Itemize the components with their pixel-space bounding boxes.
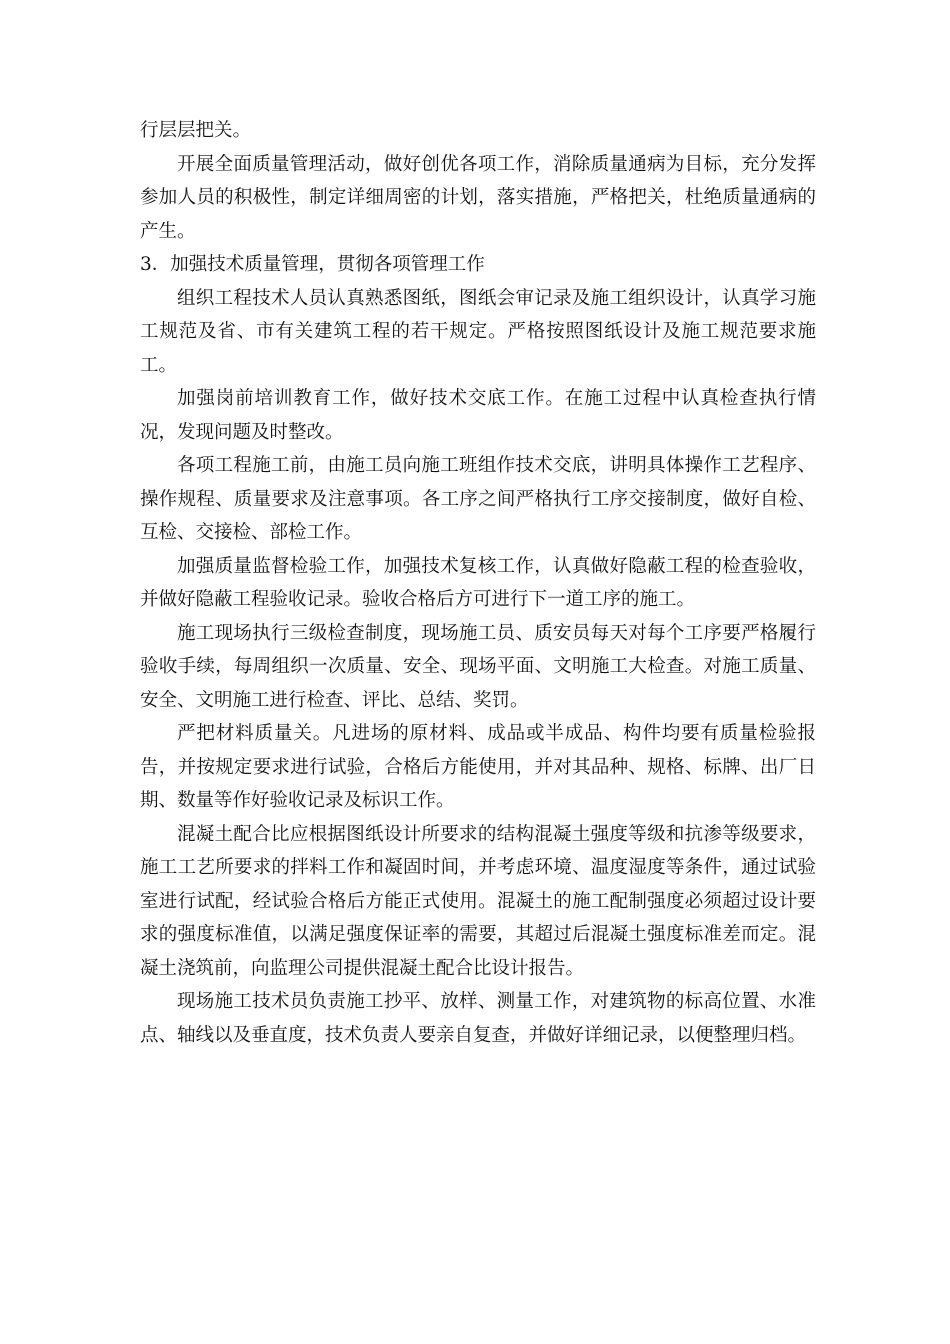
paragraph-material-quality: 严把材料质量关。凡进场的原材料、成品或半成品、构件均要有质量检验报告，并按规定要求进行试验，合格后方能使用，并对其品种、规格、标牌、出厂日期、数量等作好验收记录及标识工作。 (140, 723, 816, 811)
paragraph-surveying: 现场施工技术员负责施工抄平、放样、测量工作，对建筑物的标高位置、水准点、轴线以及垂直度，技术负责人要亲自复查，并做好详细记录，以便整理归档。 (140, 991, 816, 1046)
paragraph-concrete-mix: 混凝土配合比应根据图纸设计所要求的结构混凝土强度等级和抗渗等级要求，施工工艺所要求的拌料工作和凝固时间，并考虑环境、温度湿度等条件，通过试验室进行试配，经试验合格后方能正式使用。混凝土的施工配制强度必须超过设计要求的强度标准值，以满足强度保证率的需要，其超过后混凝土强度标准差而定。混凝土浇筑前，向监理公司提供混凝土配合比设计报告。 (140, 823, 816, 979)
paragraph-technical-briefing: 各项工程施工前，由施工员向施工班组作技术交底，讲明具体操作工艺程序、操作规程、质量要求及注意事项。各工序之间严格执行工序交接制度，做好自检、互检、交接检、部检工作。 (140, 455, 816, 543)
paragraph-three-level-inspection: 施工现场执行三级检查制度，现场施工员、质安员每天对每个工序要严格履行验收手续，每周组织一次质量、安全、现场平面、文明施工大检查。对施工质量、安全、文明施工进行检查、评比、总结、奖罚。 (140, 622, 816, 711)
paragraph-continuation: 行层层把关。 (140, 120, 252, 141)
paragraph-quality-management-activity: 开展全面质量管理活动，做好创优各项工作，消除质量通病为目标，充分发挥参加人员的积极性，制定详细周密的计划，落实措施，严格把关，杜绝质量通病的产生。 (140, 153, 816, 242)
paragraph-supervision-inspection: 加强质量监督检验工作，加强技术复核工作，认真做好隐蔽工程的检查验收，并做好隐蔽工程验收记录。验收合格后方可进行下一道工序的施工。 (140, 555, 816, 610)
section-heading: 3．加强技术质量管理，贯彻各项管理工作 (140, 254, 485, 275)
paragraph-drawings-review: 组织工程技术人员认真熟悉图纸，图纸会审记录及施工组织设计，认真学习施工规范及省、市有关建筑工程的若干规定。严格按照图纸设计及施工规范要求施工。 (140, 287, 816, 376)
paragraph-training: 加强岗前培训教育工作，做好技术交底工作。在施工过程中认真检查执行情况，发现问题及时整改。 (140, 388, 816, 443)
document-body (140, 114, 816, 1052)
